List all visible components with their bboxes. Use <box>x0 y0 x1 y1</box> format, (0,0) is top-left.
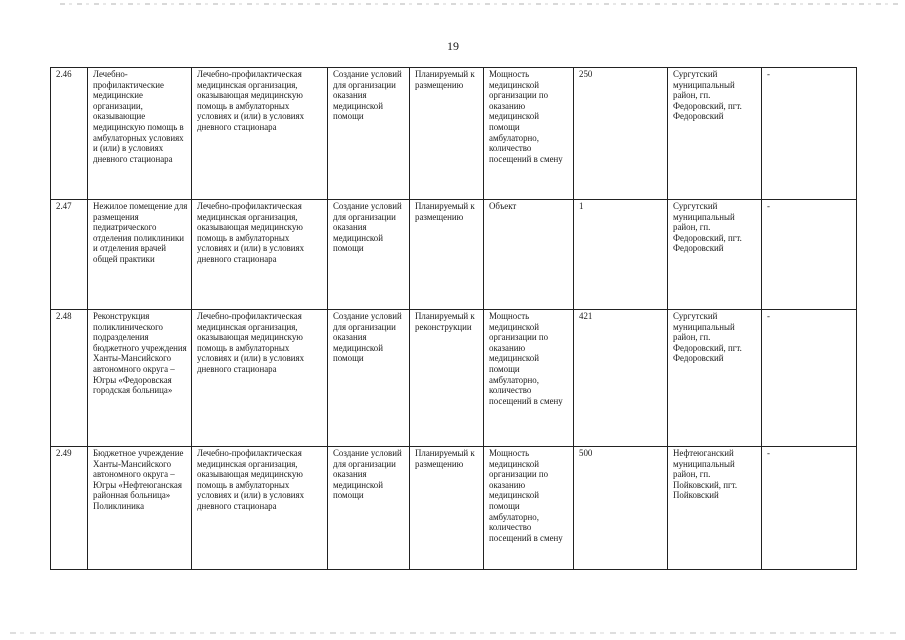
cell-type: Лечебно-профилактическая медицинская организация, оказывающая медицинскую помощь в амбулаторных условиях и (или) в условиях дневного стационара <box>192 200 328 310</box>
cell-value: 500 <box>574 447 668 570</box>
cell-location: Сургутский муниципальный район, гп. Федоровский, пгт. Федоровский <box>668 200 762 310</box>
cell-value: 1 <box>574 200 668 310</box>
cell-type: Лечебно-профилактическая медицинская организация, оказывающая медицинскую помощь в амбулаторных условиях и (или) в условиях дневного стационара <box>192 447 328 570</box>
cell-status: Планируемый к размещению <box>410 200 484 310</box>
cell-zone: - <box>762 310 857 447</box>
cell-status: Планируемый к размещению <box>410 447 484 570</box>
cell-status: Планируемый к размещению <box>410 68 484 200</box>
cell-number: 2.48 <box>51 310 88 447</box>
cell-zone: - <box>762 200 857 310</box>
cell-number: 2.49 <box>51 447 88 570</box>
cell-number: 2.46 <box>51 68 88 200</box>
cell-characteristic: Объект <box>484 200 574 310</box>
cell-value: 250 <box>574 68 668 200</box>
cell-location: Нефтеюганский муниципальный район, гп. Пойковский, пгт. Пойковский <box>668 447 762 570</box>
table-row <box>51 447 857 570</box>
cell-characteristic: Мощность медицинской организации по оказанию медицинской помощи амбулаторно, количество посещений в смену <box>484 310 574 447</box>
cell-name: Лечебно-профилактические медицинские организации, оказывающие медицинскую помощь в амбулаторных условиях и (или) в условиях дневного стационара <box>88 68 192 200</box>
table-row <box>51 310 857 447</box>
cell-type: Лечебно-профилактическая медицинская организация, оказывающая медицинскую помощь в амбулаторных условиях и (или) в условиях дневного стационара <box>192 310 328 447</box>
cell-purpose: Создание условий для организации оказания медицинской помощи <box>328 200 410 310</box>
cell-location: Сургутский муниципальный район, гп. Федоровский, пгт. Федоровский <box>668 310 762 447</box>
scan-artifact-top <box>60 3 900 5</box>
cell-type: Лечебно-профилактическая медицинская организация, оказывающая медицинскую помощь в амбулаторных условиях и (или) в условиях дневного стационара <box>192 68 328 200</box>
table-row <box>51 200 857 310</box>
cell-value: 421 <box>574 310 668 447</box>
cell-location: Сургутский муниципальный район, гп. Федоровский, пгт. Федоровский <box>668 68 762 200</box>
cell-characteristic: Мощность медицинской организации по оказанию медицинской помощи амбулаторно, количество посещений в смену <box>484 68 574 200</box>
cell-name: Нежилое помещение для размещения педиатрического отделения поликлиники и отделения врачей общей практики <box>88 200 192 310</box>
cell-name: Бюджетное учреждение Ханты-Мансийского автономного округа – Югры «Нефтеюганская районная больница» Поликлиника <box>88 447 192 570</box>
cell-purpose: Создание условий для организации оказания медицинской помощи <box>328 68 410 200</box>
cell-zone: - <box>762 447 857 570</box>
cell-purpose: Создание условий для организации оказания медицинской помощи <box>328 447 410 570</box>
table-row <box>51 68 857 200</box>
cell-zone: - <box>762 68 857 200</box>
scan-artifact-bottom <box>10 632 900 634</box>
cell-characteristic: Мощность медицинской организации по оказанию медицинской помощи амбулаторно, количество посещений в смену <box>484 447 574 570</box>
page-number: 19 <box>447 39 459 53</box>
facilities-table <box>50 67 857 570</box>
cell-status: Планируемый к реконструкции <box>410 310 484 447</box>
cell-purpose: Создание условий для организации оказания медицинской помощи <box>328 310 410 447</box>
cell-number: 2.47 <box>51 200 88 310</box>
cell-name: Реконструкция поликлинического подразделения бюджетного учреждения Ханты-Мансийского автономного округа – Югры «Федоровская городская больница» <box>88 310 192 447</box>
